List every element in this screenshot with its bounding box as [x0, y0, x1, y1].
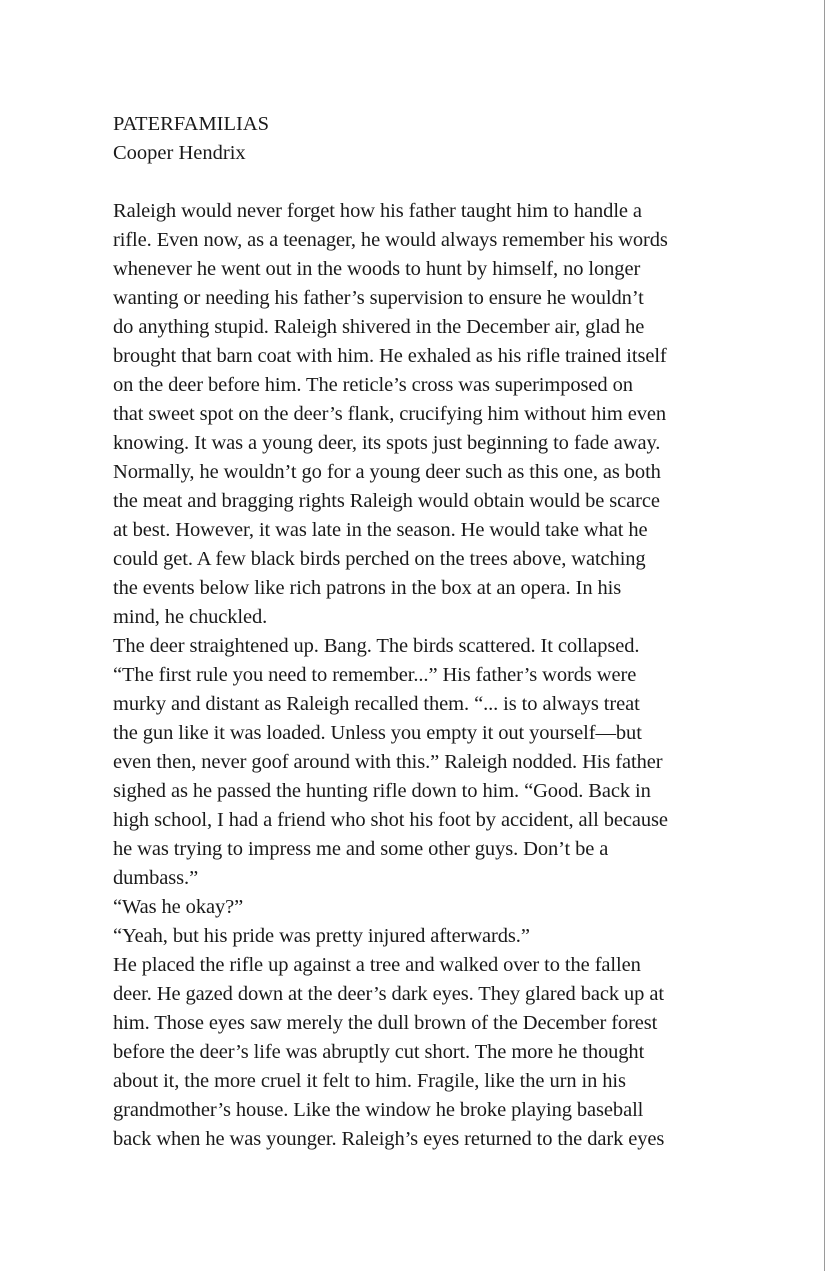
text-line: the gun like it was loaded. Unless you empty it out yourself—but	[113, 722, 642, 744]
text-line: he was trying to impress me and some other guys. Don’t be a	[113, 838, 609, 860]
text-line: whenever he went out in the woods to hunt by himself, no longer	[113, 258, 641, 280]
title-spacer	[113, 168, 733, 197]
text-line: “Was he okay?”	[113, 896, 244, 918]
text-line: high school, I had a friend who shot his foot by accident, all because	[113, 809, 668, 831]
page-edge-divider	[824, 0, 825, 1271]
text-line: the events below like rich patrons in the box at an opera. In his	[113, 577, 622, 599]
story-body	[113, 197, 733, 1154]
text-line: “Yeah, but his pride was pretty injured afterwards.”	[113, 925, 530, 947]
text-line: knowing. It was a young deer, its spots just beginning to fade away.	[113, 432, 661, 454]
text-line: back when he was younger. Raleigh’s eyes returned to the dark eyes	[113, 1128, 665, 1150]
text-line: on the deer before him. The reticle’s cross was superimposed on	[113, 374, 633, 396]
text-line: do anything stupid. Raleigh shivered in the December air, glad he	[113, 316, 645, 338]
text-line: him. Those eyes saw merely the dull brown of the December forest	[113, 1012, 658, 1034]
text-line: brought that barn coat with him. He exhaled as his rifle trained itself	[113, 345, 667, 367]
text-line: deer. He gazed down at the deer’s dark eyes. They glared back up at	[113, 983, 664, 1005]
text-line: about it, the more cruel it felt to him. Fragile, like the urn in his	[113, 1070, 626, 1092]
text-line: that sweet spot on the deer’s flank, crucifying him without him even	[113, 403, 667, 425]
document-title: PATERFAMILIAS	[113, 113, 270, 135]
text-line: before the deer’s life was abruptly cut short. The more he thought	[113, 1041, 645, 1063]
text-line: wanting or needing his father’s supervision to ensure he wouldn’t	[113, 287, 644, 309]
text-line: Normally, he wouldn’t go for a young deer such as this one, as both	[113, 461, 661, 483]
text-line: rifle. Even now, as a teenager, he would always remember his words	[113, 229, 668, 251]
text-line: The deer straightened up. Bang. The birds scattered. It collapsed.	[113, 635, 640, 657]
text-line: He placed the rifle up against a tree and walked over to the fallen	[113, 954, 641, 976]
text-line: murky and distant as Raleigh recalled them. “... is to always treat	[113, 693, 640, 715]
text-line: at best. However, it was late in the season. He would take what he	[113, 519, 648, 541]
document-page	[113, 110, 733, 1154]
text-line: mind, he chuckled.	[113, 606, 268, 628]
document-author: Cooper Hendrix	[113, 142, 246, 164]
text-line: even then, never goof around with this.” Raleigh nodded. His father	[113, 751, 663, 773]
text-line: grandmother’s house. Like the window he broke playing baseball	[113, 1099, 644, 1121]
text-line: the meat and bragging rights Raleigh would obtain would be scarce	[113, 490, 660, 512]
text-line: “The first rule you need to remember...” His father’s words were	[113, 664, 637, 686]
text-line: sighed as he passed the hunting rifle down to him. “Good. Back in	[113, 780, 651, 802]
text-line: could get. A few black birds perched on the trees above, watching	[113, 548, 646, 570]
text-line: dumbass.”	[113, 867, 199, 889]
text-line: Raleigh would never forget how his father taught him to handle a	[113, 200, 642, 222]
